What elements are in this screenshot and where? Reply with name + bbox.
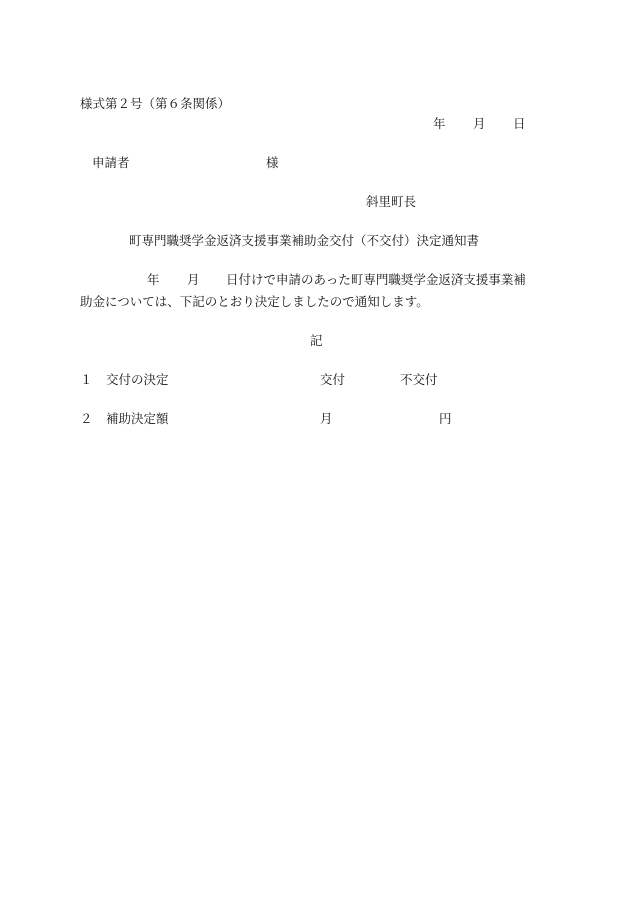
item-1-label: 交付の決定: [106, 372, 169, 387]
body-month-label: 月: [187, 272, 200, 287]
document-title: 町専門職奨学金返済支援事業補助金交付（不交付）決定通知書: [129, 233, 480, 248]
date-month-label: 月: [473, 116, 486, 131]
body-line-1: 日付けで申請のあった町専門職奨学金返済支援事業補: [226, 272, 526, 287]
item-2-label: 補助決定額: [106, 411, 169, 426]
amount-month-label: 月: [320, 411, 333, 426]
date-year-label: 年: [433, 116, 446, 131]
option-no-grant: 不交付: [400, 372, 438, 387]
amount-yen-label: 円: [439, 411, 452, 426]
honorific-label: 様: [266, 155, 279, 170]
date-day-label: 日: [513, 116, 526, 131]
item-2-number: ２: [80, 411, 93, 426]
item-1-number: １: [80, 372, 93, 387]
option-grant: 交付: [320, 372, 346, 387]
form-number-label: 様式第２号（第６条関係）: [80, 96, 231, 111]
applicant-label: 申請者: [92, 155, 130, 170]
ki-heading: 記: [310, 333, 323, 348]
body-year-label: 年: [147, 272, 160, 287]
body-line-2: 助金については、下記のとおり決定しましたので通知します。: [80, 294, 429, 309]
issuer-name: 斜里町長: [366, 194, 417, 209]
